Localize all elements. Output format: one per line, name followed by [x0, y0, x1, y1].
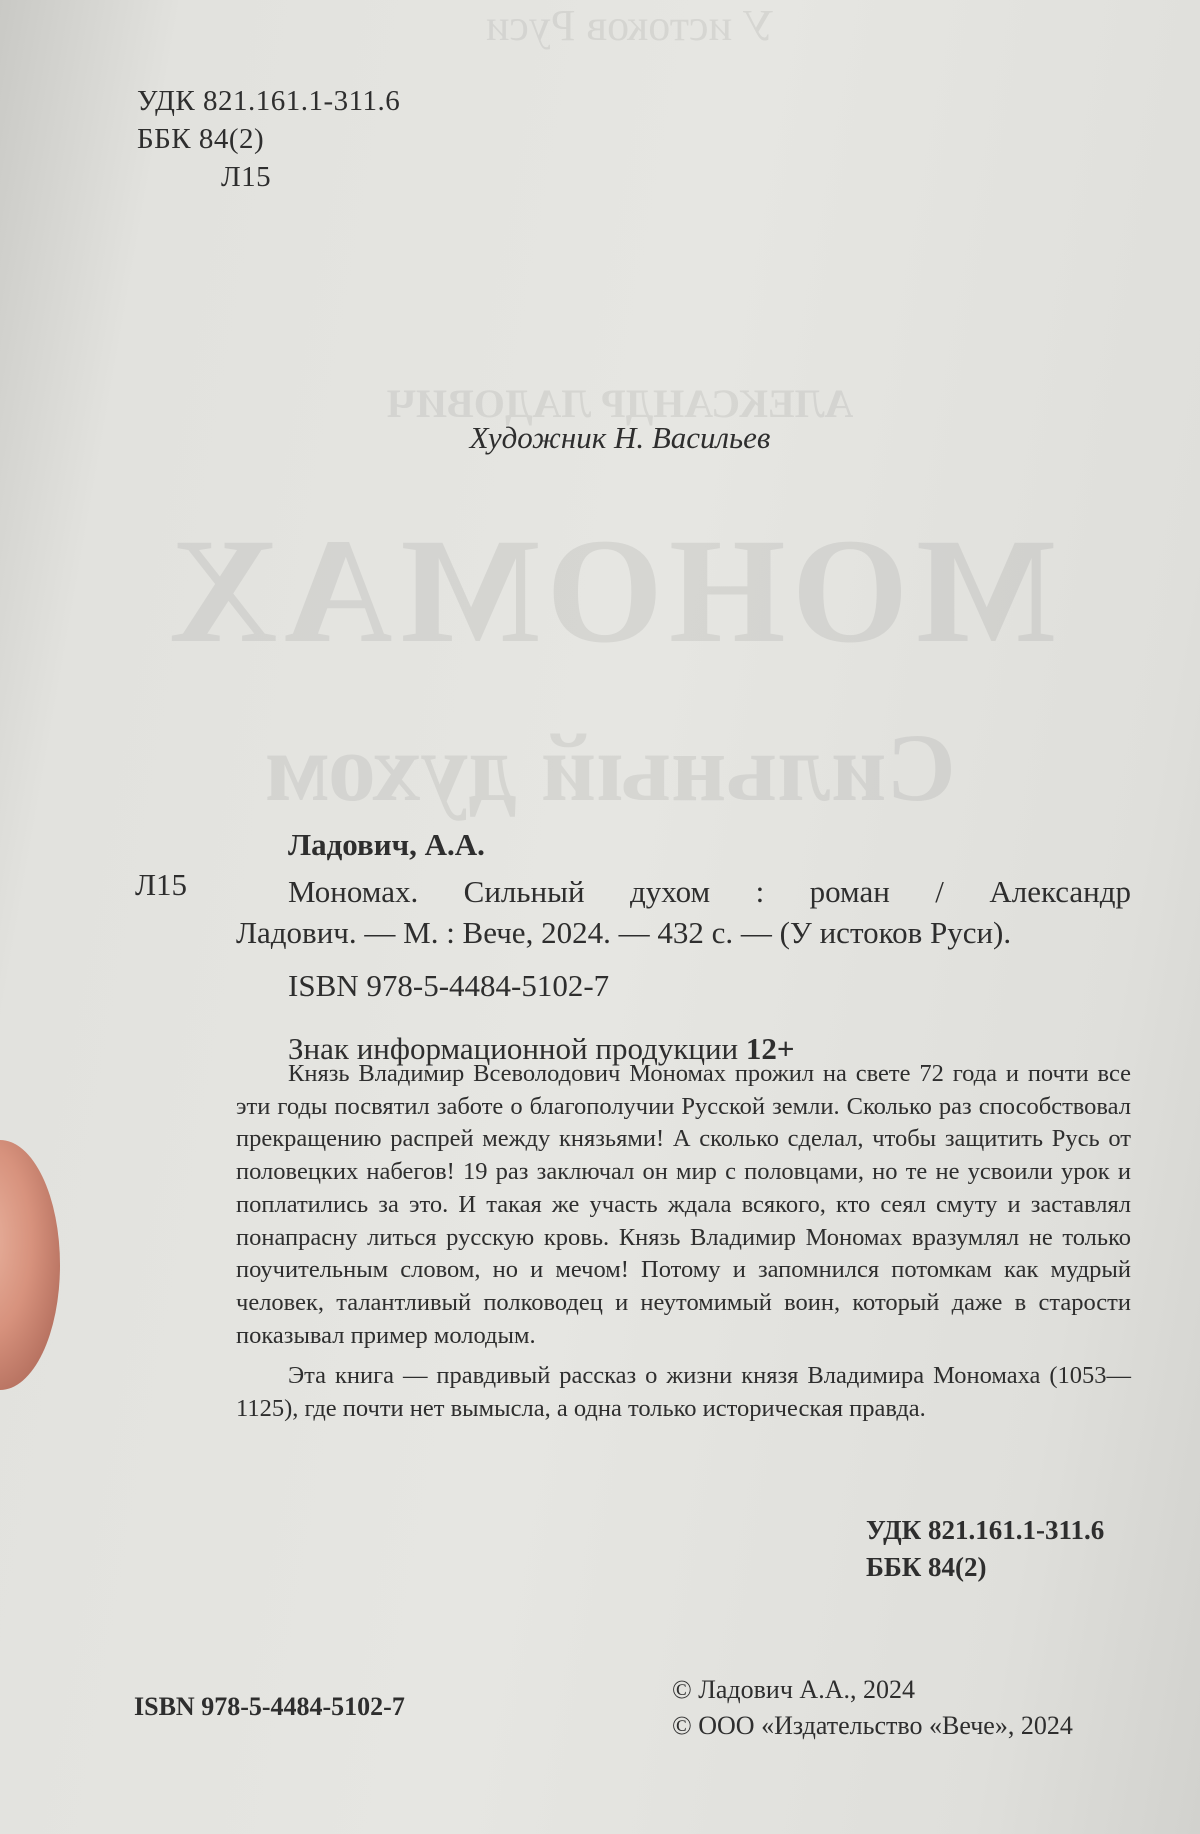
record-title-line-1: Мономах. Сильный духом : роман / Александр [288, 874, 1131, 909]
illustrator-credit: Художник Н. Васильев [469, 420, 771, 455]
copyright-block [672, 1672, 1073, 1744]
classification-codes-top [137, 82, 400, 196]
annotation-paragraph: Князь Владимир Всеволодович Мономах прожил на свете 72 года и почти все эти годы посвятил заботе о благополучии Русской земли. Сколько раз способствовал прекращению распрей между князьями! А сколько сделал, чтобы защитить Русь от половецких набегов! 19 раз заключал он мир с половцами, но те не усвоили урок и поплатились за это. И такая же участь ждала всякого, кто сеял смуту и заставлял понапрасну литься русскую кровь. Князь Владимир Мономах вразумлял не только поучительным словом, но и мечом! Потому и запомнился потомкам как мудрый человек, талантливый полководец и неутомимый воин, который даже в старости показывал пример молодым. [236, 1060, 1131, 1349]
showthrough-series: У истоков Руси [485, 1, 775, 50]
author-mark: Л15 [221, 161, 272, 193]
bbk-code: ББК 84(2) [137, 123, 265, 155]
copyright-author: © Ладович А.А., 2024 [672, 1675, 915, 1704]
finger-photo-artifact [0, 1140, 60, 1390]
annotation [236, 1058, 1131, 1426]
showthrough-author: АЛЕКСАНДР ЛАДОВИЧ [386, 381, 854, 426]
classification-codes-bottom [866, 1512, 1104, 1586]
showthrough-title: МОНОМАХ [164, 508, 1056, 674]
record-author-mark: Л15 [135, 867, 188, 902]
record-isbn: ISBN 978-5-4484-5102-7 [288, 968, 610, 1003]
age-rating-label: Знак информационной продукции [288, 1031, 739, 1066]
bbk-code-bottom: ББК 84(2) [866, 1552, 987, 1582]
record-author: Ладович, А.А. [288, 827, 485, 862]
record-title-line-2: Ладович. — М. : Вече, 2024. — 432 с. — (У истоков Руси). [236, 915, 1012, 950]
age-rating-badge: 12+ [745, 1031, 795, 1066]
udk-code: УДК 821.161.1-311.6 [137, 85, 401, 117]
udk-code-bottom: УДК 821.161.1-311.6 [866, 1515, 1105, 1545]
annotation-paragraph: Эта книга — правдивый рассказ о жизни князя Владимира Мономаха (1053—1125), где почти нет вымысла, а одна только историческая правда. [236, 1362, 1131, 1423]
copyright-publisher: © ООО «Издательство «Вече», 2024 [672, 1711, 1073, 1740]
bibliographic-record [236, 824, 1131, 1069]
showthrough-subtitle: Сильный духом [264, 714, 956, 821]
footer-isbn: ISBN 978-5-4484-5102-7 [134, 1692, 405, 1721]
